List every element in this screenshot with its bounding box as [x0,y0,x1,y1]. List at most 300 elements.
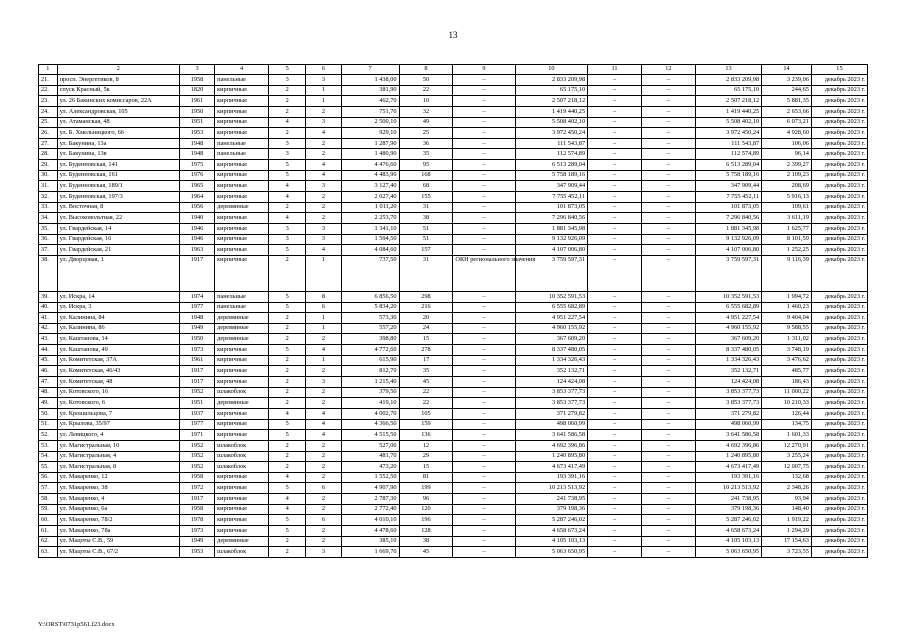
table-cell: 2 [269,96,306,107]
table-cell: ул. Буденновская, 141 [57,160,179,171]
table-cell: кирпичные [215,106,269,117]
table-cell: 2 [306,398,341,409]
table-cell: 49. [39,398,58,409]
table-row [39,128,868,139]
table-cell: декабрь 2023 г. [811,291,867,302]
table-cell: 42. [39,323,58,334]
table-cell: 2 507 218,12 [695,96,761,107]
table-cell: – [453,202,515,213]
table-cell: – [588,85,642,96]
table-cell: декабрь 2023 г. [811,472,867,483]
table-cell: – [641,504,695,515]
table-cell: 10 213 513,92 [515,483,588,494]
table-cell: ул. Буденновская, 161 [57,170,179,181]
table-cell: 1 311,02 [762,334,812,345]
table-cell: 1972 [179,483,214,494]
table-cell: – [453,313,515,324]
table-cell: кирпичные [215,128,269,139]
table-row [39,536,868,547]
table-cell: 5 [269,245,306,256]
table-cell: 1964 [179,192,214,203]
table-cell: 2 [269,128,306,139]
table-cell: 41. [39,313,58,324]
table-cell: 157 [399,245,453,256]
table-cell: декабрь 2023 г. [811,255,867,291]
table-cell: 3 723,55 [762,547,812,558]
table-cell: – [641,255,695,291]
table-cell: декабрь 2023 г. [811,419,867,430]
table-cell: 1948 [179,149,214,160]
table-cell: шлакоблок [215,440,269,451]
table-cell: 4 692 396,86 [695,440,761,451]
table-cell: – [588,483,642,494]
table-cell: 52. [39,430,58,441]
table-cell: 5 063 650,95 [515,547,588,558]
table-cell: – [641,323,695,334]
table-cell: – [641,170,695,181]
column-number: 7 [341,65,399,75]
table-cell: 4 928,60 [762,128,812,139]
table-cell: – [641,451,695,462]
table-cell: 1973 [179,345,214,356]
table-cell: ул. Комитетская, 48 [57,377,179,388]
table-cell: – [588,313,642,324]
table-row [39,313,868,324]
table-cell: – [453,345,515,356]
table-cell: декабрь 2023 г. [811,504,867,515]
table-row [39,149,868,160]
table-cell: – [453,223,515,234]
table-cell: 2 253,70 [341,213,399,224]
table-cell: 1 419 440,25 [515,106,588,117]
table-cell: 10 213 513,92 [695,483,761,494]
table-cell: – [641,387,695,398]
table-cell: 112 574,89 [515,149,588,160]
table-cell: 1973 [179,525,214,536]
table-cell: декабрь 2023 г. [811,440,867,451]
table-cell: 379 198,36 [695,504,761,515]
table-cell: 8 337 480,05 [515,345,588,356]
table-cell: 40. [39,302,58,313]
table-cell: кирпичные [215,245,269,256]
table-cell: – [588,419,642,430]
table-cell: 22 [399,387,453,398]
table-cell: – [588,75,642,86]
table-cell: декабрь 2023 г. [811,202,867,213]
table-cell: – [641,192,695,203]
table-cell: 2 [269,377,306,388]
table-cell: – [641,138,695,149]
table-cell: 5 [269,291,306,302]
table-cell: 352 132,71 [695,366,761,377]
table-cell: 3 748,19 [762,345,812,356]
table-cell: 2 653,66 [762,106,812,117]
table-cell: 398,80 [341,334,399,345]
table-cell: – [588,138,642,149]
table-cell: 199 [399,483,453,494]
table-cell: 50. [39,408,58,419]
table-cell: 7 296 840,56 [695,213,761,224]
table-cell: ул. Котовского, 16 [57,387,179,398]
table-row [39,291,868,302]
table-cell: ул. Буденновская, 189/1 [57,181,179,192]
table-cell: ул. Дворцовая, 1 [57,255,179,291]
table-cell: 4 960 155,92 [515,323,588,334]
table-cell: 2 [269,387,306,398]
table-cell: 60. [39,515,58,526]
table-cell: панельные [215,75,269,86]
table-cell: ул. Искра, 3 [57,302,179,313]
table-cell: 379 198,36 [515,504,588,515]
table-cell: кирпичные [215,483,269,494]
table-cell: 93,94 [762,494,812,505]
table-cell: 4 [306,170,341,181]
table-cell: 5 758 189,16 [695,170,761,181]
table-cell: 9 132 926,09 [515,234,588,245]
table-cell: ул. Искра, 14 [57,291,179,302]
table-cell: 27. [39,138,58,149]
table-cell: 17 [399,355,453,366]
table-cell: – [588,302,642,313]
table-cell: – [641,75,695,86]
table-cell: 22 [399,398,453,409]
table-cell: 1 438,00 [341,75,399,86]
table-cell: 4 [269,504,306,515]
table-cell: – [453,170,515,181]
table-cell: – [588,213,642,224]
table-cell: 5 881,35 [762,96,812,107]
table-cell: – [588,472,642,483]
table-cell: 65 175,10 [695,85,761,96]
table-cell: 51. [39,419,58,430]
table-cell: – [641,128,695,139]
table-cell: 4 [269,181,306,192]
table-cell: 48. [39,387,58,398]
table-cell: декабрь 2023 г. [811,149,867,160]
table-cell: 1952 [179,387,214,398]
table-cell: 4 772,60 [341,345,399,356]
table-cell: – [641,483,695,494]
table-cell: 155 [399,192,453,203]
table-cell: 4 951 227,54 [515,313,588,324]
table-cell: 3 [306,223,341,234]
table-cell: 96 [399,494,453,505]
table-cell: 6 856,50 [341,291,399,302]
table-cell: кирпичные [215,234,269,245]
table-cell: 3 [306,75,341,86]
table-cell: 3 [306,547,341,558]
table-cell: 35. [39,223,58,234]
table-cell: ул. Атаманская, 48 [57,117,179,128]
table-cell: – [641,106,695,117]
table-cell: ул. Мацоты С.В., 59 [57,536,179,547]
table-cell: 385,10 [341,536,399,547]
table-cell: кирпичные [215,472,269,483]
table-cell: 241 738,95 [695,494,761,505]
table-cell: 367 609,20 [515,334,588,345]
table-cell: – [453,483,515,494]
table-cell: декабрь 2023 г. [811,75,867,86]
table-cell: 10 [399,96,453,107]
table-cell: 105 [399,408,453,419]
table-row [39,213,868,224]
table-row [39,472,868,483]
table-cell: 63. [39,547,58,558]
table-cell: – [588,408,642,419]
table-cell: 36. [39,234,58,245]
table-cell: 101 873,05 [515,202,588,213]
table-cell: 1940 [179,213,214,224]
table-cell: декабрь 2023 г. [811,547,867,558]
table-cell: 26. [39,128,58,139]
table-cell: – [588,255,642,291]
table-cell: деревянные [215,313,269,324]
table-cell: 38 [399,536,453,547]
table-cell: – [641,536,695,547]
table-cell: 2 [269,106,306,117]
table-cell: – [453,504,515,515]
table-cell: – [453,440,515,451]
column-number: 15 [811,65,867,75]
table-cell: ул. Каштанова, 49 [57,345,179,356]
table-cell: 3 759 597,31 [695,255,761,291]
table-cell: 22. [39,85,58,96]
table-cell: 128 [399,525,453,536]
file-path-footer: Y:\ORST\0731p561.f23.docx [38,621,115,628]
table-cell: 244,65 [762,85,812,96]
table-cell: 1 215,40 [341,377,399,388]
table-cell: 36 [399,138,453,149]
table-cell: 2 [306,462,341,473]
table-cell: 2 [306,504,341,515]
table-cell: декабрь 2023 г. [811,323,867,334]
table-cell: декабрь 2023 г. [811,313,867,324]
table-cell: 2 109,23 [762,170,812,181]
table-cell: кирпичные [215,504,269,515]
table-cell: 1950 [179,106,214,117]
table-cell: декабрь 2023 г. [811,515,867,526]
table-cell: 1917 [179,255,214,291]
table-cell: 2 [306,451,341,462]
table-cell: 812,70 [341,366,399,377]
table-cell: 4 951 227,54 [695,313,761,324]
table-cell: 3 [269,234,306,245]
table-cell: декабрь 2023 г. [811,398,867,409]
table-cell: 2 787,30 [341,494,399,505]
table-cell: декабрь 2023 г. [811,85,867,96]
table-cell: 23. [39,96,58,107]
table-cell: – [641,430,695,441]
table-cell: 132,68 [762,472,812,483]
table-cell: – [641,494,695,505]
table-cell: 6 [306,483,341,494]
table-cell: 3 641 586,58 [695,430,761,441]
table-cell: 4 478,60 [341,525,399,536]
table-cell: 5 [269,302,306,313]
table-cell: 45 [399,377,453,388]
table-cell: 557,20 [341,323,399,334]
table-cell: ул. Крылова, 35/97 [57,419,179,430]
table-cell: – [641,213,695,224]
table-cell: – [453,408,515,419]
table-row [39,255,868,291]
column-number: 10 [515,65,588,75]
table-cell: 37. [39,245,58,256]
table-cell: 5 [269,430,306,441]
table-cell: 1 252,25 [762,245,812,256]
table-cell: 2 348,26 [762,483,812,494]
table-cell: 126,44 [762,408,812,419]
table-cell: 5 [269,515,306,526]
table-cell: – [641,334,695,345]
table-cell: 21. [39,75,58,86]
table-cell: 1949 [179,536,214,547]
table-cell: 4 960 155,92 [695,323,761,334]
table-cell: 51 [399,234,453,245]
table-cell: 3 [306,377,341,388]
table-cell: 5 [269,170,306,181]
column-number: 11 [588,65,642,75]
table-cell: 4 [306,160,341,171]
table-row [39,234,868,245]
table-cell: – [453,494,515,505]
table-cell: ул. Макаренко, 12 [57,472,179,483]
table-cell: 485,77 [762,366,812,377]
table-cell: 5 508 402,10 [515,117,588,128]
table-cell: 1 [306,313,341,324]
table-cell: 10 352 591,53 [515,291,588,302]
table-row [39,408,868,419]
table-cell: 45 [399,547,453,558]
table-cell: 32. [39,192,58,203]
table-cell: – [588,160,642,171]
table-row [39,85,868,96]
table-cell: 39. [39,291,58,302]
table-cell: ул. Гвардейская, 21 [57,245,179,256]
table-cell: ул. Комитетская, 46/43 [57,366,179,377]
table-cell: – [453,192,515,203]
table-row [39,366,868,377]
table-cell: 2 [269,202,306,213]
table-cell: 4 107 006,80 [515,245,588,256]
table-cell: 4 [269,472,306,483]
table-cell: 278 [399,345,453,356]
table-cell: 2 [306,536,341,547]
table-cell: 4 [306,419,341,430]
table-cell: 1949 [179,323,214,334]
table-cell: 241 738,95 [515,494,588,505]
table-cell: 1 240 895,80 [515,451,588,462]
table-row [39,462,868,473]
table-cell: декабрь 2023 г. [811,106,867,117]
column-number: 4 [215,65,269,75]
table-cell: – [641,181,695,192]
table-cell: 101 873,05 [695,202,761,213]
table-cell: 615,90 [341,355,399,366]
table-cell: 1 552,50 [341,472,399,483]
table-cell: – [641,408,695,419]
table-cell: 527,00 [341,440,399,451]
table-cell: декабрь 2023 г. [811,483,867,494]
table-row [39,355,868,366]
table-cell: 109,61 [762,202,812,213]
table-row [39,170,868,181]
table-cell: – [588,366,642,377]
table-cell: 2 [306,334,341,345]
table-cell: ул. Гвардейская, 16 [57,234,179,245]
table-cell: ул. Левицкого, 4 [57,430,179,441]
table-cell: 3 [306,117,341,128]
table-cell: – [453,366,515,377]
table-row [39,106,868,117]
table-cell: 4 084,60 [341,245,399,256]
table-row [39,440,868,451]
table-row [39,223,868,234]
table-cell: ул. Мацоты С.В., 67/2 [57,547,179,558]
table-cell: просп. Энергетиков, 8 [57,75,179,86]
table-cell: 4 366,50 [341,419,399,430]
table-cell: 25 [399,128,453,139]
table-cell: 5 [269,525,306,536]
table-cell: 168 [399,170,453,181]
table-row [39,96,868,107]
table-cell: 2 [269,366,306,377]
table-cell: 136 [399,430,453,441]
table-cell: – [641,160,695,171]
table-cell: 8 337 480,05 [695,345,761,356]
table-cell: 347 909,44 [515,181,588,192]
table-cell: ул. Макаренко, 6а [57,504,179,515]
table-cell: 1 881 345,98 [515,223,588,234]
table-cell: шлакоблок [215,462,269,473]
table-cell: – [641,234,695,245]
table-row [39,334,868,345]
table-cell: 15 [399,462,453,473]
table-cell: 7 755 452,11 [695,192,761,203]
table-cell: – [641,462,695,473]
table-cell: 1 334 326,43 [515,355,588,366]
table-row [39,483,868,494]
table-cell: кирпичные [215,85,269,96]
table-cell: 4 105 103,13 [695,536,761,547]
column-number: 1 [39,65,58,75]
table-cell: 193 391,16 [695,472,761,483]
table-cell: кирпичные [215,408,269,419]
table-cell: – [453,536,515,547]
table-cell: – [588,323,642,334]
table-cell: 4 [269,192,306,203]
table-cell: 6 513 289,04 [695,160,761,171]
table-cell: – [641,117,695,128]
table-cell: 124 424,08 [695,377,761,388]
table-cell: 81 [399,472,453,483]
table-cell: 34. [39,213,58,224]
table-cell: 1961 [179,355,214,366]
table-cell: 1946 [179,223,214,234]
table-cell: панельные [215,138,269,149]
table-cell: ул. Восточная, 8 [57,202,179,213]
table-cell: кирпичные [215,160,269,171]
table-cell: 4 [269,494,306,505]
table-cell: декабрь 2023 г. [811,334,867,345]
table-cell: 1952 [179,440,214,451]
table-cell: 46. [39,366,58,377]
table-cell: кирпичные [215,419,269,430]
page-number: 13 [448,30,458,40]
column-number: 2 [57,65,179,75]
table-cell: – [453,149,515,160]
table-cell: шлакоблок [215,387,269,398]
